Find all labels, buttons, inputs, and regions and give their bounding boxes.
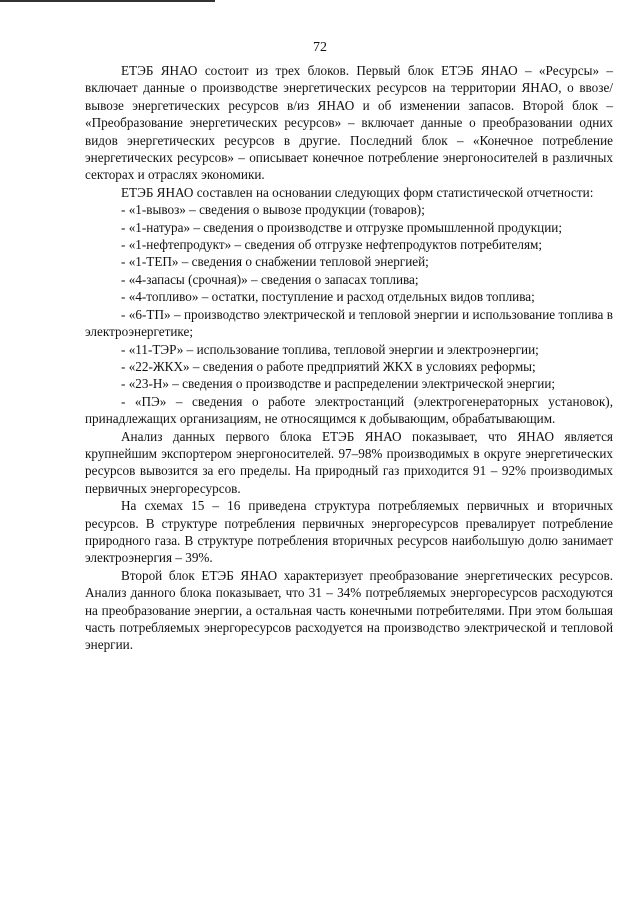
page-body — [85, 62, 613, 654]
forms-list-item: - «1-ТЕП» – сведения о снабжении тепловой энергией; — [121, 254, 429, 270]
forms-list-item: - «23-Н» – сведения о производстве и распределении электрической энергии; — [121, 376, 556, 392]
paragraph-analysis-first-block: Анализ данных первого блока ЕТЭБ ЯНАО показывает, что ЯНАО является крупнейшим экспортером энергоносителей. 97–98% производимых в округе энергетических ресурсов вывозится за его пределы. На природный газ приходится 91 – 92% производимых первичных энергоресурсов. — [85, 428, 613, 496]
forms-list-item: - «11-ТЭР» – использование топлива, тепловой энергии и электроэнергии; — [121, 341, 539, 357]
paragraph-schemes: На схемах 15 – 16 приведена структура потребляемых первичных и вторичных ресурсов. В структуре потребления первичных энергоресурсов превалирует потребление природного газа. В структуре потребления вторичных ресурсов наибольшую долю занимает электроэнергия – 39%. — [85, 498, 613, 566]
paragraph-forms-intro: ЕТЭБ ЯНАО составлен на основании следующих форм статистической отчетности: — [121, 184, 594, 200]
paragraph-intro: ЕТЭБ ЯНАО состоит из трех блоков. Первый блок ЕТЭБ ЯНАО – «Ресурсы» – включает данные о производстве энергетических ресурсов на территории ЯНАО, о ввозе/вывозе энергетических ресурсов в/из ЯНАО и об изменении запасов. Второй блок – «Преобразование энергетических ресурсов» – включает данные о преобразовании одних видов энергетических ресурсов в другие. Последний блок – «Конечное потребление энергетических ресурсов» – описывает конечное потребление энергоносителей в различных секторах и отраслях экономики. — [85, 63, 613, 183]
forms-list-item: - «1-натура» – сведения о производстве и отгрузке промышленной продукции; — [121, 219, 563, 235]
top-rule — [0, 0, 215, 2]
paragraph-second-block: Второй блок ЕТЭБ ЯНАО характеризует преобразование энергетических ресурсов. Анализ данного блока показывает, что 31 – 34% потребляемых энергоресурсов расходуются на преобразование энергии, а остальная часть конечными потребителями. При этом большая часть потребляемых энергоресурсов расходуется на производство электрической и тепловой энергии. — [85, 567, 613, 653]
forms-list-item: - «4-запасы (срочная)» – сведения о запасах топлива; — [121, 271, 419, 287]
forms-list-item: - «6-ТП» – производство электрической и тепловой энергии и использование топлива в электроэнергетике; — [85, 306, 613, 340]
forms-list-item: - «1-вывоз» – сведения о вывозе продукции (товаров); — [121, 202, 425, 218]
page-number: 72 — [313, 40, 327, 55]
forms-list-item: - «4-топливо» – остатки, поступление и расход отдельных видов топлива; — [121, 289, 535, 305]
forms-list — [85, 201, 613, 427]
forms-list-item: - «22-ЖКХ» – сведения о работе предприятий ЖКХ в условиях реформы; — [121, 358, 536, 374]
forms-list-item: - «1-нефтепродукт» – сведения об отгрузке нефтепродуктов потребителям; — [121, 237, 543, 253]
forms-list-item: - «ПЭ» – сведения о работе электростанций (электрогенераторных установок), принадлежащих организациям, не относящимся к добывающим, обрабатывающим. — [85, 393, 613, 427]
